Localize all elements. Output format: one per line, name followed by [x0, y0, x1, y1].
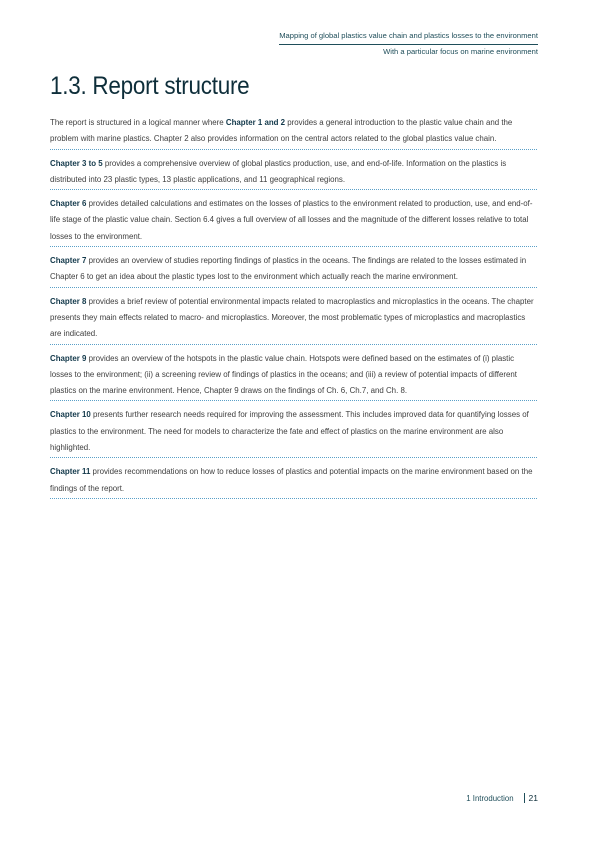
chapter-ref: Chapter 11: [50, 467, 91, 477]
paragraph-chapter-10: [50, 407, 537, 458]
paragraph-text: provides an overview of the hotspots in the plastic value chain. Hotspots were defined based on the estimates of (i) plastic losses to the environment; (ii) a screening review of findings of plastics in the oceans; and (iii) a review of potential impacts of different plastics on the marine environment. Hence, Chapter 9 draws on the findings of Ch. 6, Ch.7, and Ch. 8.: [50, 353, 517, 396]
section-title: 1.3. Report structure: [50, 72, 250, 100]
running-header: [138, 29, 538, 59]
chapter-ref: Chapter 10: [50, 410, 91, 420]
chapter-ref: Chapter 6: [50, 199, 87, 209]
paragraph-text: provides a general introduction to the plastic value chain and the problem with marine plastics. Chapter 2 also provides information on the central actors related to the global plastics value chain.: [50, 118, 513, 144]
report-structure-body: [50, 115, 537, 505]
paragraph-chapter-3-5: [50, 156, 537, 191]
header-subtitle: With a particular focus on marine environment: [383, 47, 538, 56]
page-footer: [466, 793, 538, 803]
paragraph-text: provides an overview of studies reporting findings of plastics in the oceans. The findings are related to the losses estimated in Chapter 6 to get an idea about the plastic types lost to the environment which actually reach the marine environment.: [50, 256, 527, 282]
paragraph-text: provides recommendations on how to reduce losses of plastics and potential impacts on the marine environment based on the findings of the report.: [50, 467, 533, 493]
paragraph-text: provides a comprehensive overview of global plastics production, use, and end-of-life. Information on the plastics is distributed into 23 plastic types, 13 plastic applications, and 11 geographical regions.: [50, 158, 507, 184]
footer-section-label: 1 Introduction: [466, 794, 514, 803]
paragraph-chapter-1-2: [50, 115, 537, 150]
header-title: Mapping of global plastics value chain and plastics losses to the environment: [279, 29, 538, 45]
paragraph-chapter-8: [50, 294, 537, 345]
paragraph-text: provides a brief review of potential environmental impacts related to macroplastics and microplastics in the oceans. The chapter presents they main effects related to macro- and microplastics. Moreover, the most problematic types of microplastics and macroplastics are indicated.: [50, 296, 534, 339]
chapter-ref: Chapter 1 and 2: [225, 118, 286, 127]
chapter-ref: Chapter 3 to 5: [50, 158, 103, 168]
paragraph-chapter-6: [50, 196, 537, 247]
page-number: 21: [528, 793, 538, 803]
chapter-ref: Chapter 8: [50, 296, 87, 306]
paragraph-chapter-9: [50, 351, 537, 402]
chapter-ref: Chapter 9: [50, 353, 87, 363]
paragraph-lead-text: The report is structured in a logical manner where: [50, 118, 226, 127]
footer-divider: [524, 793, 525, 803]
paragraph-chapter-7: [50, 253, 537, 288]
paragraph-text: provides detailed calculations and estimates on the losses of plastics to the environment related to production, use, and end-of-life stage of the plastic value chain. Section 6.4 gives a full overview of all losses and the magnitude of the different losses relative to total losses to the environment.: [50, 199, 533, 241]
paragraph-chapter-11: [50, 464, 537, 499]
chapter-ref: Chapter 7: [50, 256, 87, 266]
paragraph-text: presents further research needs required for improving the assessment. This includes improved data for quantifying losses of plastics to the environment. The need for models to characterize the fate and effect of plastics on the marine environment are also highlighted.: [50, 410, 529, 453]
